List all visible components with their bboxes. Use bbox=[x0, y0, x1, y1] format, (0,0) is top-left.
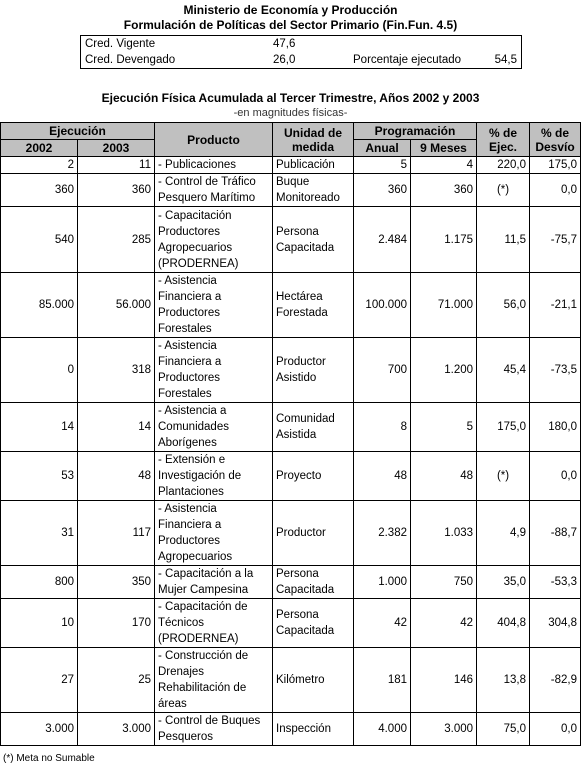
cell-unidad: Kilómetro bbox=[273, 648, 354, 713]
cell-2003: 11 bbox=[78, 157, 155, 174]
cell-9-meses: 146 bbox=[411, 648, 477, 713]
header-unidad: Unidad de medida bbox=[273, 123, 354, 157]
cell-anual: 2.382 bbox=[354, 501, 411, 566]
execution-table bbox=[0, 122, 581, 746]
cell-2002: 27 bbox=[1, 648, 78, 713]
cell-producto: - Control de Buques Pesqueros bbox=[155, 713, 273, 746]
cell-9-meses: 71.000 bbox=[411, 273, 477, 338]
cell-producto: - Publicaciones bbox=[155, 157, 273, 174]
cell-2003: 117 bbox=[78, 501, 155, 566]
cell-anual: 48 bbox=[354, 452, 411, 501]
cell-pct-ejec: (*) bbox=[477, 174, 530, 207]
cell-9-meses: 5 bbox=[411, 403, 477, 452]
cell-pct-ejec: 13,8 bbox=[477, 648, 530, 713]
cell-2002: 0 bbox=[1, 338, 78, 403]
cell-anual: 42 bbox=[354, 599, 411, 648]
cell-pct-desvio: -21,1 bbox=[530, 273, 581, 338]
cell-pct-desvio: -73,5 bbox=[530, 338, 581, 403]
cell-unidad: Comunidad Asistida bbox=[273, 403, 354, 452]
cell-producto: - Construcción de Drenajes Rehabilitación de áreas bbox=[155, 648, 273, 713]
ministry-title: Ministerio de Economía y Producción bbox=[183, 3, 398, 17]
cell-9-meses: 750 bbox=[411, 566, 477, 599]
table-row bbox=[1, 207, 581, 273]
cell-unidad: Proyecto bbox=[273, 452, 354, 501]
cell-9-meses: 1.175 bbox=[411, 207, 477, 273]
cell-unidad: Buque Monitoreado bbox=[273, 174, 354, 207]
cell-pct-desvio: -75,7 bbox=[530, 207, 581, 273]
cell-pct-desvio: 180,0 bbox=[530, 403, 581, 452]
table-row bbox=[1, 174, 581, 207]
cell-2002: 3.000 bbox=[1, 713, 78, 746]
header-9-meses: 9 Meses bbox=[411, 140, 477, 157]
cred-devengado-value: 26,0 bbox=[273, 54, 296, 66]
cell-pct-ejec: 35,0 bbox=[477, 566, 530, 599]
cell-pct-ejec: 56,0 bbox=[477, 273, 530, 338]
cell-pct-ejec: 11,5 bbox=[477, 207, 530, 273]
cell-anual: 700 bbox=[354, 338, 411, 403]
cell-9-meses: 4 bbox=[411, 157, 477, 174]
cell-pct-desvio: 0,0 bbox=[530, 713, 581, 746]
porcentaje-value: 54,5 bbox=[494, 54, 517, 66]
cell-unidad: Productor Asistido bbox=[273, 338, 354, 403]
cell-anual: 5 bbox=[354, 157, 411, 174]
table-row bbox=[1, 713, 581, 746]
cell-2002: 10 bbox=[1, 599, 78, 648]
cell-2003: 3.000 bbox=[78, 713, 155, 746]
cell-producto: - Extensión e Investigación de Plantaciones bbox=[155, 452, 273, 501]
cell-pct-desvio: 0,0 bbox=[530, 174, 581, 207]
cell-anual: 181 bbox=[354, 648, 411, 713]
cell-2002: 800 bbox=[1, 566, 78, 599]
cell-2003: 350 bbox=[78, 566, 155, 599]
cell-2002: 53 bbox=[1, 452, 78, 501]
table-row bbox=[1, 157, 581, 174]
table-row bbox=[1, 566, 581, 599]
cell-pct-ejec: 220,0 bbox=[477, 157, 530, 174]
cell-anual: 2.484 bbox=[354, 207, 411, 273]
header-programacion: Programación bbox=[354, 123, 477, 140]
cred-vigente-label: Cred. Vigente bbox=[85, 38, 156, 50]
cell-pct-desvio: 0,0 bbox=[530, 452, 581, 501]
table-row bbox=[1, 501, 581, 566]
table-row bbox=[1, 403, 581, 452]
cell-2003: 56.000 bbox=[78, 273, 155, 338]
header-producto: Producto bbox=[155, 123, 273, 157]
cell-pct-desvio: -53,3 bbox=[530, 566, 581, 599]
cell-anual: 100.000 bbox=[354, 273, 411, 338]
table-subtitle: -en magnitudes físicas- bbox=[233, 107, 348, 119]
cell-pct-ejec: 75,0 bbox=[477, 713, 530, 746]
cell-9-meses: 1.033 bbox=[411, 501, 477, 566]
cred-vigente-value: 47,6 bbox=[273, 38, 296, 50]
program-title: Formulación de Políticas del Sector Primario (Fin.Fun. 4.5) bbox=[123, 18, 458, 32]
header-ejecucion: Ejecución bbox=[1, 123, 155, 140]
table-row bbox=[1, 599, 581, 648]
cell-9-meses: 3.000 bbox=[411, 713, 477, 746]
cell-2002: 31 bbox=[1, 501, 78, 566]
cell-pct-desvio: -82,9 bbox=[530, 648, 581, 713]
cell-2003: 318 bbox=[78, 338, 155, 403]
cell-9-meses: 1.200 bbox=[411, 338, 477, 403]
credits-box bbox=[80, 35, 522, 69]
footnote: (*) Meta no Sumable bbox=[3, 753, 95, 764]
cell-unidad: Persona Capacitada bbox=[273, 599, 354, 648]
cell-2003: 48 bbox=[78, 452, 155, 501]
cell-producto: - Asistencia a Comunidades Aborígenes bbox=[155, 403, 273, 452]
table-row bbox=[1, 338, 581, 403]
cell-anual: 4.000 bbox=[354, 713, 411, 746]
cell-2002: 2 bbox=[1, 157, 78, 174]
cell-producto: - Asistencia Financiera a Productores Forestales bbox=[155, 338, 273, 403]
table-row bbox=[1, 452, 581, 501]
cell-2002: 540 bbox=[1, 207, 78, 273]
table-row bbox=[1, 273, 581, 338]
cell-pct-ejec: 45,4 bbox=[477, 338, 530, 403]
cell-pct-desvio: 304,8 bbox=[530, 599, 581, 648]
header-pct-desvio: % de Desvío bbox=[530, 123, 581, 157]
cell-producto: - Asistencia Financiera a Productores Agropecuarios bbox=[155, 501, 273, 566]
cell-unidad: Inspección bbox=[273, 713, 354, 746]
cell-2003: 285 bbox=[78, 207, 155, 273]
cell-anual: 8 bbox=[354, 403, 411, 452]
cell-2003: 25 bbox=[78, 648, 155, 713]
cell-unidad: Productor bbox=[273, 501, 354, 566]
cell-anual: 360 bbox=[354, 174, 411, 207]
header-anual: Anual bbox=[354, 140, 411, 157]
cell-unidad: Persona Capacitada bbox=[273, 207, 354, 273]
cell-producto: - Capacitación de Técnicos (PRODERNEA) bbox=[155, 599, 273, 648]
cell-producto: - Capacitación a la Mujer Campesina bbox=[155, 566, 273, 599]
cell-2002: 14 bbox=[1, 403, 78, 452]
cell-unidad: Hectárea Forestada bbox=[273, 273, 354, 338]
porcentaje-label: Porcentaje ejecutado bbox=[353, 54, 462, 66]
cell-pct-ejec: (*) bbox=[477, 452, 530, 501]
cell-producto: - Asistencia Financiera a Productores Forestales bbox=[155, 273, 273, 338]
cell-unidad: Persona Capacitada bbox=[273, 566, 354, 599]
cell-pct-ejec: 404,8 bbox=[477, 599, 530, 648]
cell-pct-desvio: -88,7 bbox=[530, 501, 581, 566]
header-2003: 2003 bbox=[78, 140, 155, 157]
cell-producto: - Control de Tráfico Pesquero Marítimo bbox=[155, 174, 273, 207]
table-title: Ejecución Física Acumulada al Tercer Trimestre, Años 2002 y 2003 bbox=[101, 91, 480, 105]
cell-9-meses: 360 bbox=[411, 174, 477, 207]
cell-2003: 170 bbox=[78, 599, 155, 648]
cell-2002: 85.000 bbox=[1, 273, 78, 338]
cell-producto: - Capacitación Productores Agropecuarios (PRODERNEA) bbox=[155, 207, 273, 273]
header-2002: 2002 bbox=[1, 140, 78, 157]
cell-pct-ejec: 4,9 bbox=[477, 501, 530, 566]
cell-9-meses: 48 bbox=[411, 452, 477, 501]
cell-unidad: Publicación bbox=[273, 157, 354, 174]
table-row bbox=[1, 648, 581, 713]
cell-2003: 14 bbox=[78, 403, 155, 452]
cell-2002: 360 bbox=[1, 174, 78, 207]
cell-pct-ejec: 175,0 bbox=[477, 403, 530, 452]
cell-pct-desvio: 175,0 bbox=[530, 157, 581, 174]
cell-anual: 1.000 bbox=[354, 566, 411, 599]
header-pct-ejec: % de Ejec. bbox=[477, 123, 530, 157]
cell-9-meses: 42 bbox=[411, 599, 477, 648]
cell-2003: 360 bbox=[78, 174, 155, 207]
cred-devengado-label: Cred. Devengado bbox=[85, 54, 176, 66]
